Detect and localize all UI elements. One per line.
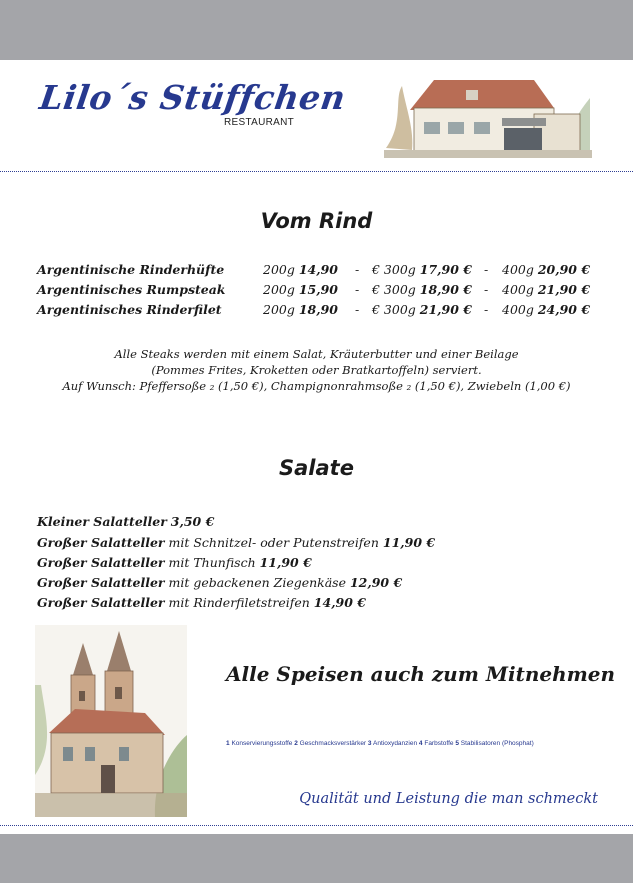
price: 21,90 € [419, 302, 472, 317]
dish-description: mit gebackenen Ziegenkäse [168, 575, 346, 590]
legend-text: Konservierungsstoffe [231, 740, 293, 747]
price: 20,90 € [537, 262, 591, 277]
price: 15,90 [298, 282, 339, 297]
portion-size: 400g [502, 282, 534, 297]
note-line: (Pommes Frites, Kroketten oder Bratkartoffeln) serviert. [151, 363, 482, 377]
dish-name: Großer Salatteller [37, 535, 165, 550]
price-row [37, 282, 607, 299]
price-row [37, 262, 607, 279]
salad-row [37, 535, 435, 550]
portion-size: € 300g [372, 262, 416, 277]
slogan: Qualität und Leistung die man schmeckt [299, 791, 598, 807]
salad-row [37, 575, 402, 590]
portion-size: 400g [502, 302, 534, 317]
separator: - [484, 262, 489, 277]
dish-description: mit Schnitzel- oder Putenstreifen [168, 535, 379, 550]
price: 21,90 € [537, 282, 591, 297]
restaurant-logo: Lilo´s Stüffchen [37, 78, 349, 117]
note-line: Alle Steaks werden mit einem Salat, Kräuterbutter und einer Beilage [114, 347, 519, 361]
legend-number: 4 [418, 740, 423, 747]
bottom-band [0, 834, 633, 883]
dish-name: Argentinisches Rumpsteak [37, 282, 226, 297]
takeaway-notice: Alle Speisen auch zum Mitnehmen [226, 662, 616, 686]
separator: - [355, 282, 360, 297]
portion-size: 400g [502, 262, 534, 277]
price: 3,50 € [170, 514, 215, 529]
dish-name: Kleiner Salatteller [37, 514, 167, 529]
dish-description: mit Rinderfiletstreifen [168, 595, 310, 610]
top-band [0, 0, 633, 60]
steak-note [0, 346, 633, 394]
price: 11,90 € [382, 535, 436, 550]
section-title-rind: Vom Rind [260, 209, 373, 233]
legend-number: 5 [455, 740, 459, 747]
price: 18,90 [298, 302, 339, 317]
price-row [37, 302, 607, 319]
dish-description: mit Thunfisch [168, 555, 256, 570]
dish-name: Großer Salatteller [37, 555, 165, 570]
footer-divider [0, 825, 633, 826]
salad-row [37, 555, 312, 570]
separator: - [484, 282, 489, 297]
price: 14,90 € [313, 595, 366, 610]
dish-name: Argentinisches Rinderfilet [37, 302, 222, 317]
legend-text: Stabilisatoren (Phosphat) [460, 740, 534, 747]
dish-name: Großer Salatteller [37, 595, 165, 610]
price: 14,90 [298, 262, 339, 277]
salad-row [37, 595, 366, 610]
price: 17,90 € [419, 262, 472, 277]
legend-number: 3 [367, 740, 372, 747]
salad-row [37, 514, 214, 529]
dish-name: Großer Salatteller [37, 575, 165, 590]
portion-size: € 300g [372, 282, 416, 297]
legend-number: 2 [294, 740, 298, 747]
price: 24,90 € [537, 302, 591, 317]
dish-name: Argentinische Rinderhüfte [37, 262, 225, 277]
price: 11,90 € [259, 555, 312, 570]
legend-number: 1 [226, 740, 230, 747]
separator: - [355, 302, 360, 317]
portion-size: 200g [263, 282, 295, 297]
portion-size: 200g [263, 262, 295, 277]
section-title-salate: Salate [279, 456, 354, 480]
church-illustration [35, 625, 187, 817]
price: 18,90 € [419, 282, 472, 297]
logo-subtitle: RESTAURANT [224, 117, 295, 128]
additives-legend [226, 740, 534, 747]
portion-size: 200g [263, 302, 295, 317]
separator: - [355, 262, 360, 277]
portion-size: € 300g [372, 302, 416, 317]
note-line: Auf Wunsch: Pfeffersoße ₂ (1,50 €), Champignonrahmsoße ₂ (1,50 €), Zwiebeln (1,00 €) [62, 379, 571, 393]
legend-text: Geschmacksverstärker [299, 740, 367, 747]
legend-text: Antioxydanzien [373, 740, 418, 747]
separator: - [484, 302, 489, 317]
legend-text: Farbstoffe [424, 740, 454, 747]
price: 12,90 € [349, 575, 403, 590]
header-divider [0, 171, 633, 172]
house-illustration [384, 68, 592, 158]
